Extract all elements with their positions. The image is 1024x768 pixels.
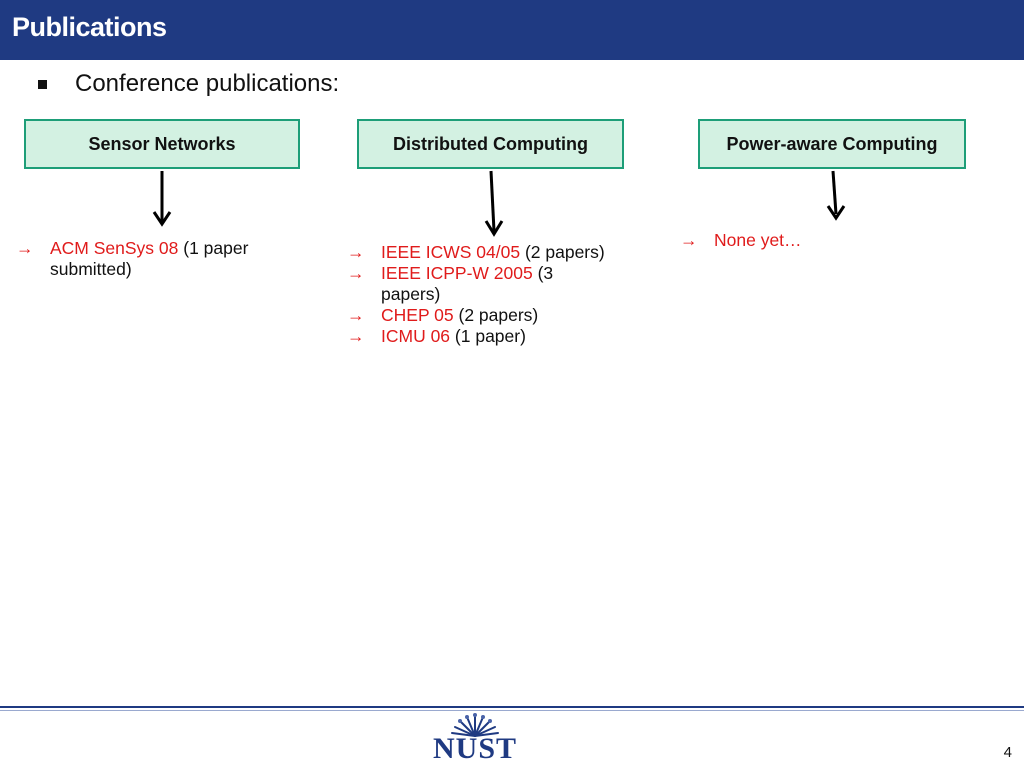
paper-count: (2 papers) [453,305,539,325]
logo-text: NUST [432,732,518,765]
page-title: Publications [12,12,167,42]
list-sensor-networks [16,238,306,280]
list-item [347,305,647,326]
conference-name: IEEE ICWS 04/05 [381,242,521,262]
category-box-sensor-networks: Sensor Networks [24,119,300,169]
conference-name: None yet… [714,230,802,250]
arrow-right-icon: → [16,238,34,258]
nust-logo [420,712,530,766]
list-distributed-computing [347,242,647,347]
category-box-power-aware-computing: Power-aware Computing [698,119,966,169]
arrow-power-aware-computing [828,171,844,218]
list-power-aware-computing [680,230,980,251]
paper-count: (2 papers) [520,242,605,262]
arrow-right-icon: → [347,263,365,283]
footer-divider-thin [0,710,1024,711]
arrow-right-icon: → [680,230,698,250]
arrow-right-icon: → [347,242,365,262]
arrow-distributed-computing [486,171,502,234]
list-item [680,230,980,251]
conference-name: ICMU 06 [381,326,451,346]
square-bullet-icon [38,80,47,89]
list-item [347,326,647,347]
conference-name: CHEP 05 [381,305,454,325]
list-item [347,242,647,263]
arrow-sensor-networks [154,171,170,224]
bullet-text: Conference publications: [75,70,340,97]
paper-count: (1 paper) [450,326,526,346]
footer-divider [0,706,1024,708]
title-bar [0,0,1024,60]
list-item [347,263,581,305]
arrow-right-icon: → [347,326,365,346]
arrow-right-icon: → [347,305,365,325]
paper-count: (1 paper submitted) [50,238,249,279]
category-box-distributed-computing: Distributed Computing [357,119,624,169]
page-number: 4 [1003,744,1012,761]
paper-count: (3 papers) [381,263,554,304]
list-item [16,238,306,280]
conference-name: ACM SenSys 08 [50,238,179,258]
conference-name: IEEE ICPP-W 2005 [381,263,533,283]
